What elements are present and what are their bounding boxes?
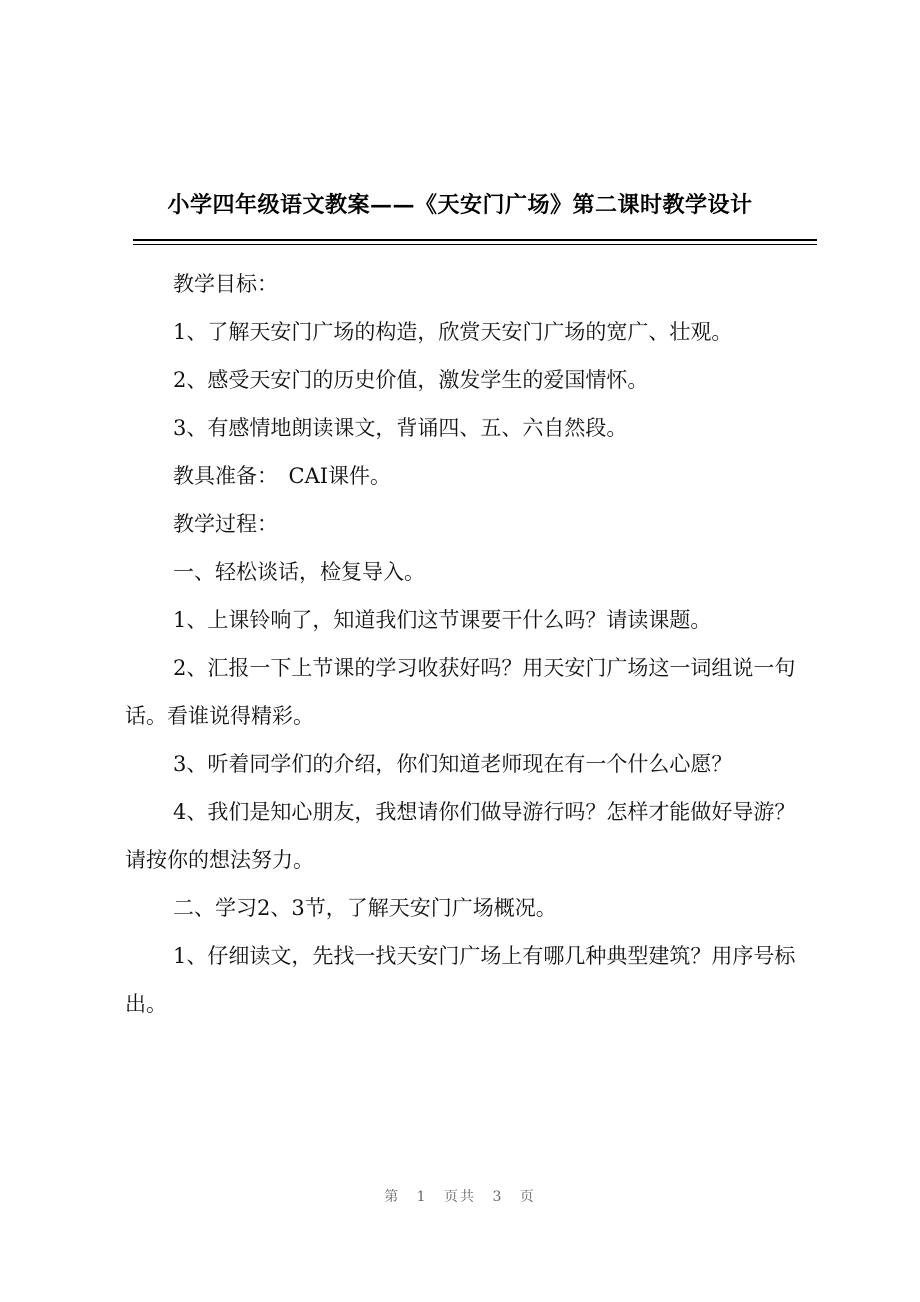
paragraph-step-2: 2、汇报一下上节课的学习收获好吗？用天安门广场这一词组说一句话。看谁说得精彩。 <box>125 656 796 728</box>
title-rule-thin <box>133 244 817 245</box>
paragraph-objective-2: 2、感受天安门的历史价值，激发学生的爱国情怀。 <box>173 368 649 392</box>
title-rule-thick <box>133 239 817 241</box>
page-footer: 第 1 页共 3 页 <box>384 1189 536 1205</box>
paragraph-section-2-step-1: 1、仔细读文，先找一找天安门广场上有哪几种典型建筑？用序号标出。 <box>125 944 796 1016</box>
paragraph-objectives-heading: 教学目标： <box>173 272 278 296</box>
paragraph-objective-3: 3、有感情地朗读课文，背诵四、五、六自然段。 <box>173 416 628 440</box>
paragraph-materials: 教具准备： CAI课件。 <box>173 464 392 488</box>
paragraph-objective-1: 1、了解天安门广场的构造，欣赏天安门广场的宽广、壮观。 <box>173 320 733 344</box>
paragraph-step-3: 3、听着同学们的介绍，你们知道老师现在有一个什么心愿？ <box>173 752 733 776</box>
paragraph-section-1-heading: 一、轻松谈话，检复导入。 <box>173 560 425 584</box>
document-title: 小学四年级语文教案——《天安门广场》第二课时教学设计 <box>167 192 753 218</box>
document-body <box>125 260 805 1028</box>
paragraph-step-1: 1、上课铃响了，知道我们这节课要干什么吗？请读课题。 <box>173 608 712 632</box>
paragraph-process-heading: 教学过程： <box>173 512 278 536</box>
paragraph-step-4: 4、我们是知心朋友，我想请你们做导游行吗？怎样才能做好导游？请按你的想法努力。 <box>125 800 796 872</box>
paragraph-section-2-heading: 二、学习2、3节，了解天安门广场概况。 <box>173 896 557 920</box>
